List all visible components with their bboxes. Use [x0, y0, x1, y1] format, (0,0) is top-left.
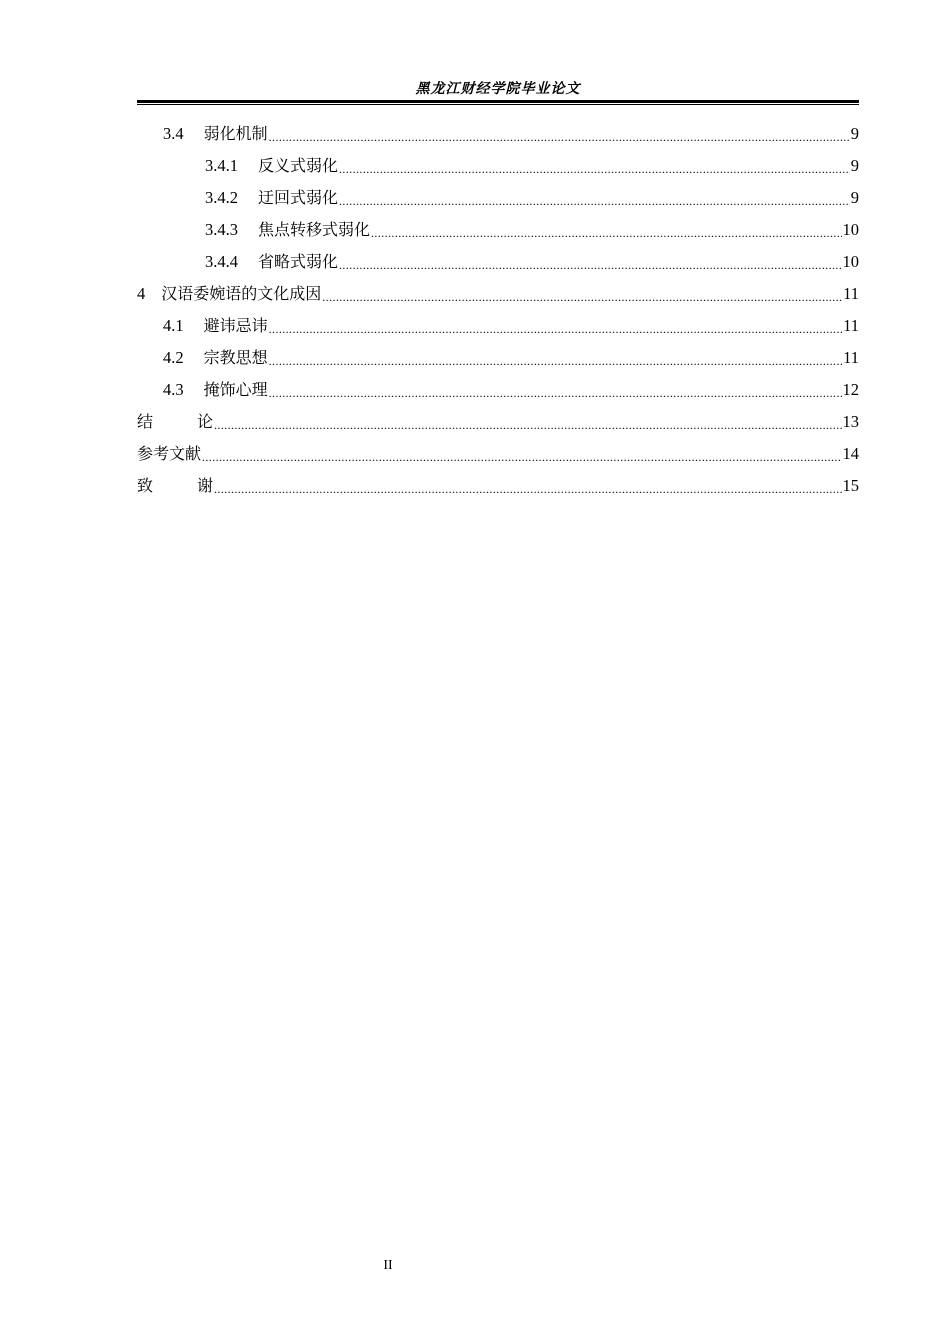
toc-entry[interactable] [137, 118, 859, 150]
toc-entry-references[interactable] [137, 438, 859, 470]
toc-entry-page: 11 [843, 348, 859, 367]
toc-entry[interactable] [137, 374, 859, 406]
toc-entry-title: 焦点转移式弱化 [258, 220, 371, 239]
toc-entry-title: 反义式弱化 [258, 156, 339, 175]
toc-entry-number: 3.4 [163, 124, 184, 143]
running-header: 黑龙江财经学院毕业论文 [415, 81, 581, 97]
toc-entry[interactable] [137, 246, 859, 278]
toc-entry-number: 4.2 [163, 348, 184, 367]
toc-entry-title: 参考文献 [137, 444, 202, 463]
toc-entry-number: 3.4.1 [205, 156, 238, 175]
toc-entry-page: 13 [842, 412, 859, 431]
toc-entry-title: 避讳忌讳 [203, 316, 268, 335]
toc-entry-number: 3.4.2 [205, 188, 238, 207]
toc-entry-page: 9 [850, 124, 859, 143]
toc-entry-page: 11 [843, 316, 859, 335]
toc-leader-dots [339, 182, 850, 214]
toc-entry[interactable] [137, 214, 859, 246]
toc-entry-page: 9 [850, 156, 859, 175]
toc-entry[interactable] [137, 310, 859, 342]
toc-entry-title: 迂回式弱化 [258, 188, 339, 207]
toc-entry-page: 10 [842, 220, 859, 239]
toc-entry-page: 12 [842, 380, 859, 399]
header-rule-thin [137, 104, 859, 105]
toc-entry-number: 4 [137, 284, 146, 303]
toc-leader-dots [269, 118, 850, 150]
toc-entry-number: 4.3 [163, 380, 184, 399]
toc-entry[interactable] [137, 182, 859, 214]
toc-leader-dots [339, 150, 850, 182]
toc-entry-number: 3.4.3 [205, 220, 238, 239]
toc-leader-dots [269, 310, 842, 342]
toc-entry-page: 11 [843, 284, 859, 303]
toc-entry-title: 汉语委婉语的文化成因 [161, 284, 322, 303]
toc-leader-dots [322, 278, 842, 310]
toc-entry-title: 致 谢 [137, 476, 213, 495]
toc-entry-acknowledgements[interactable] [137, 470, 859, 502]
header-rule-thick [137, 100, 859, 103]
toc-entry-title: 宗教思想 [203, 348, 268, 367]
toc-entry-page: 15 [842, 476, 859, 495]
toc-leader-dots [214, 470, 842, 502]
toc-leader-dots [214, 406, 842, 438]
toc-entry[interactable] [137, 150, 859, 182]
toc-leader-dots [371, 214, 841, 246]
table-of-contents [137, 118, 859, 502]
toc-entry-title: 掩饰心理 [203, 380, 268, 399]
toc-entry-title: 结 论 [137, 412, 213, 431]
toc-entry[interactable] [137, 278, 859, 310]
toc-entry-number: 4.1 [163, 316, 184, 335]
toc-entry-title: 省略式弱化 [258, 252, 339, 271]
toc-entry-number: 3.4.4 [205, 252, 238, 271]
page-number: II [383, 1258, 393, 1273]
toc-leader-dots [269, 374, 842, 406]
toc-entry-page: 10 [842, 252, 859, 271]
toc-entry-page: 9 [850, 188, 859, 207]
toc-leader-dots [339, 246, 841, 278]
toc-entry-conclusion[interactable] [137, 406, 859, 438]
toc-leader-dots [269, 342, 842, 374]
toc-entry-page: 14 [842, 444, 859, 463]
toc-entry[interactable] [137, 342, 859, 374]
toc-leader-dots [202, 438, 841, 470]
toc-entry-title: 弱化机制 [203, 124, 268, 143]
